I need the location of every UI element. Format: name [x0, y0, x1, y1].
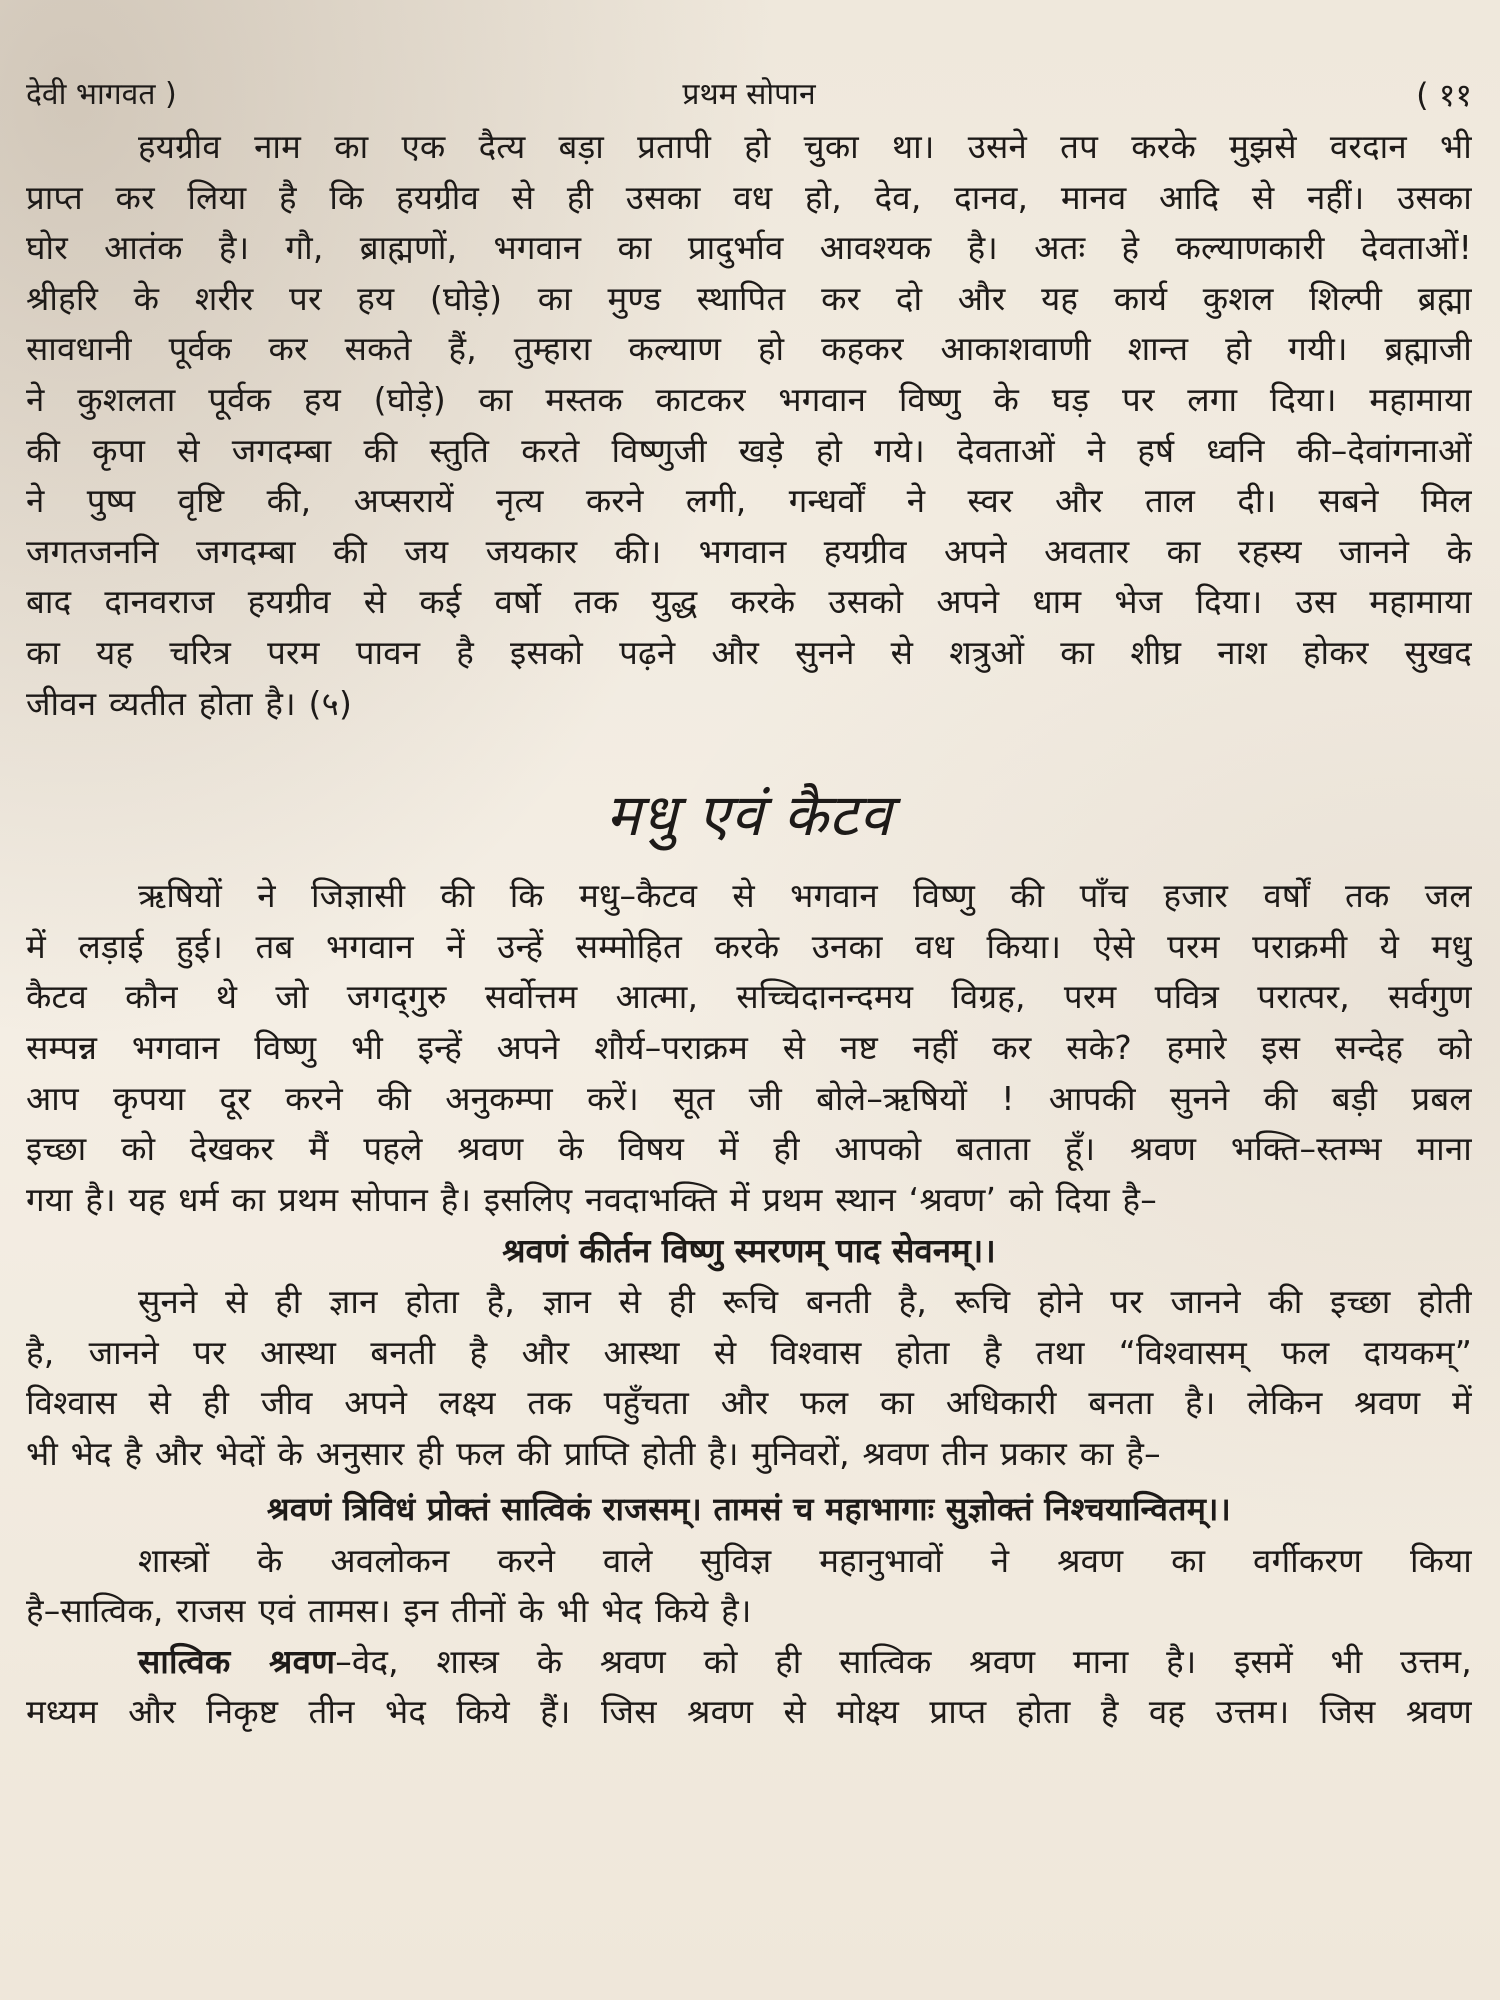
- term-satvik-shravan: सात्विक श्रवण: [138, 1641, 336, 1681]
- text-line: है–सात्विक, राजस एवं तामस। इन तीनों के भी भेद किये है।: [26, 1591, 752, 1631]
- text-line: ने कुशलता पूर्वक हय (घोड़े) का मस्तक काटकर भगवान विष्णु के घड़ पर लगा दिया। महामाया: [26, 379, 1472, 419]
- paragraph-satvik-shravan: [26, 1637, 1472, 1738]
- text-line: कैटव कौन थे जो जगद्‌गुरु सर्वोत्तम आत्मा, सच्चिदानन्दमय विग्रह, परम पवित्र परात्पर, सर्वगुण: [26, 977, 1472, 1017]
- text-line: बाद दानवराज हयग्रीव से कई वर्षो तक युद्ध करके उसको अपने धाम भेज दिया। उस महामाया: [26, 582, 1472, 622]
- text-line: है, जानने पर आस्था बनती है और आस्था से विश्वास होता है तथा “विश्वासम् फल दायकम्”: [26, 1332, 1472, 1372]
- text-line: हयग्रीव नाम का एक दैत्य बड़ा प्रतापी हो चुका था। उसने तप करके मुझसे वरदान भी: [138, 127, 1472, 166]
- paragraph-shravan-gyan: [26, 1277, 1472, 1479]
- paragraph-madhu-kaitabh: [26, 871, 1472, 1225]
- verse-shravanam-kirtanam: श्रवणं कीर्तन विष्णु स्मरणम् पाद सेवनम्।।: [502, 1231, 996, 1271]
- text-line: शास्त्रों के अवलोकन करने वाले सुविज्ञ महानुभावों ने श्रवण का वर्गीकरण किया: [138, 1540, 1472, 1580]
- section-heading: मधु एवं कैटव: [605, 781, 893, 850]
- text-line: इच्छा को देखकर मैं पहले श्रवण के विषय में ही आपको बताता हूँ। श्रवण भक्ति–स्तम्भ माना: [26, 1129, 1472, 1169]
- text-line: मध्यम और निकृष्ट तीन भेद किये हैं। जिस श्रवण से मोक्ष्य प्राप्त होता है वह उत्तम। जिस श्रवण: [26, 1692, 1472, 1732]
- text-line: [26, 1637, 1472, 1688]
- text-line: प्राप्त कर लिया है कि हयग्रीव से ही उसका वध हो, देव, दानव, मानव आदि से नहीं। उसका: [26, 177, 1472, 217]
- text-line: घोर आतंक है। गौ, ब्राह्मणों, भगवान का प्रादुर्भाव आवश्यक है। अतः हे कल्याणकारी देवताओं!: [26, 228, 1472, 268]
- text-line: सुनने से ही ज्ञान होता है, ज्ञान से ही रूचि बनती है, रूचि होने पर जानने की इच्छा होती: [138, 1282, 1472, 1322]
- verse-shravanam-trividham: श्रवणं त्रिविधं प्रोक्तं सात्विकं राजसम्। तामसं च महाभागाः सुज्ञोक्तं निश्चयान्वितम्।।: [266, 1489, 1232, 1528]
- paragraph-hayagriva: [26, 122, 1472, 729]
- text-line: जीवन व्यतीत होता है। (५): [26, 683, 353, 723]
- text-line: आप कृपया दूर करने की अनुकम्पा करें। सूत जी बोले–ऋषियों ! आपकी सुनने की बड़ी प्रबल: [26, 1078, 1472, 1118]
- text-line: भी भेद है और भेदों के अनुसार ही फल की प्राप्ति होती है। मुनिवरों, श्रवण तीन प्रकार का है–: [26, 1434, 1161, 1474]
- text-line: जगतजननि जगदम्बा की जय जयकार की। भगवान हयग्रीव अपने अवतार का रहस्य जानने के: [26, 531, 1472, 571]
- text-line: सम्पन्न भगवान विष्णु भी इन्हें अपने शौर्य–पराक्रम से नष्ट नहीं कर सके? हमारे इस सन्देह को: [26, 1027, 1472, 1067]
- text-line: सावधानी पूर्वक कर सकते हैं, तुम्हारा कल्याण हो कहकर आकाशवाणी शान्त हो गयी। ब्रह्माजी: [26, 329, 1472, 369]
- text-line: विश्वास से ही जीव अपने लक्ष्य तक पहुँचता और फल का अधिकारी बनता है। लेकिन श्रवण में: [26, 1383, 1472, 1423]
- text-line: गया है। यह धर्म का प्रथम सोपान है। इसलिए नवदाभक्ति में प्रथम स्थान ‘श्रवण’ को दिया है–: [26, 1179, 1157, 1219]
- text-line: ऋषियों ने जिज्ञासी की कि मधु–कैटव से भगवान विष्णु की पाँच हजार वर्षों तक जल: [138, 876, 1472, 916]
- header-book-title: देवी भागवत ): [26, 77, 177, 112]
- page-header: [26, 72, 1472, 118]
- header-chapter-title: प्रथम सोपान: [682, 77, 816, 112]
- text-line: की कृपा से जगदम्बा की स्तुति करते विष्णुजी खड़े हो गये। देवताओं ने हर्ष ध्वनि की–देवांगनाओं: [26, 430, 1472, 470]
- text-line: श्रीहरि के शरीर पर हय (घोड़े) का मुण्ड स्थापित कर दो और यह कार्य कुशल शिल्पी ब्रह्मा: [26, 278, 1472, 318]
- text-fragment: –वेद, शास्त्र के श्रवण को ही सात्विक श्रवण माना है। इसमें भी उत्तम,: [335, 1641, 1472, 1681]
- text-line: का यह चरित्र परम पावन है इसको पढ़ने और सुनने से शत्रुओं का शीघ्र नाश होकर सुखद: [26, 632, 1472, 672]
- paragraph-shravan-classification: [26, 1536, 1472, 1637]
- text-line: में लड़ाई हुई। तब भगवान नें उन्हें सम्मोहित करके उनका वध किया। ऐसे परम पराक्रमी ये मधु: [26, 926, 1472, 966]
- text-line: ने पुष्प वृष्टि की, अप्सरायें नृत्य करने लगी, गन्धर्वों ने स्वर और ताल दी। सबने मिल: [26, 481, 1472, 521]
- header-page-number: ( ११: [1416, 76, 1472, 114]
